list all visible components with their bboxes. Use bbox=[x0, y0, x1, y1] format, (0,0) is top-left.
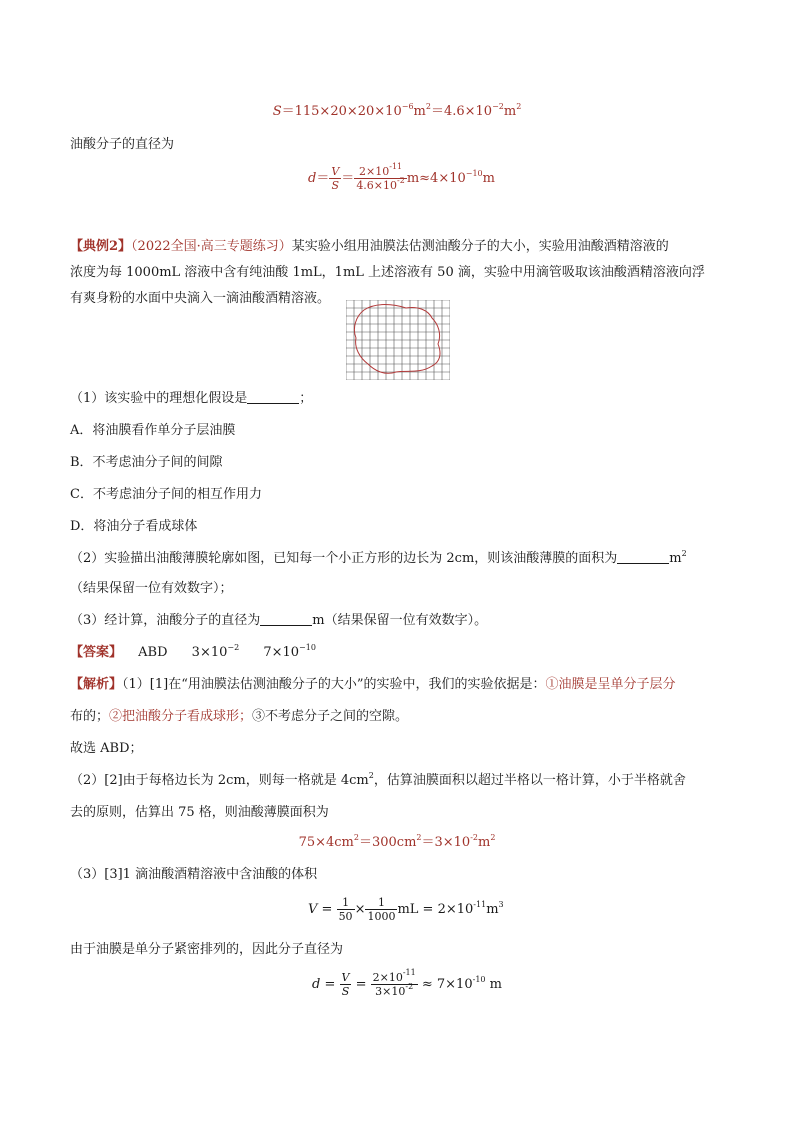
formula-text: ≈ 7×10 bbox=[417, 977, 473, 992]
formula-text: × bbox=[354, 902, 366, 917]
question-1-end: ； bbox=[299, 391, 313, 406]
frac-num-exp: -11 bbox=[389, 162, 403, 171]
analysis-line-7: 由于油膜是单分子紧密排列的，因此分子直径为 bbox=[70, 942, 344, 957]
analysis-exp: 2 bbox=[368, 771, 374, 780]
analysis-text: “用油膜法估测油酸分子的大小”的实验中，我们的实验依据是： bbox=[181, 677, 546, 692]
analysis-tag: 【解析】 bbox=[70, 677, 123, 692]
frac-den-base: 4.6×10 bbox=[356, 179, 398, 192]
formula-area-calc bbox=[0, 834, 794, 852]
oil-film-outline bbox=[354, 305, 440, 374]
fraction-value bbox=[354, 162, 407, 192]
option-d: D．将油分子看成球体 bbox=[70, 519, 198, 534]
frac-den: 1000 bbox=[367, 910, 396, 923]
frac-den-exp: -2 bbox=[397, 176, 405, 185]
frac-num-base: 2×10 bbox=[372, 971, 403, 984]
option-a: A．将油膜看作单分子层油膜 bbox=[70, 423, 236, 438]
answer-3-base: 7×10 bbox=[263, 645, 300, 660]
formula-exp: -10 bbox=[472, 975, 486, 984]
analysis-text: ③不考虑分子之间的空隙。 bbox=[252, 709, 409, 724]
formula-diameter-1 bbox=[308, 162, 495, 196]
answer-blank bbox=[247, 391, 299, 404]
frac-den-exp: -2 bbox=[405, 982, 414, 991]
formula-exp: −10 bbox=[465, 169, 483, 178]
analysis-text: 布的； bbox=[70, 709, 110, 724]
question-3-rest: m（结果保留一位有效数字）。 bbox=[312, 613, 488, 628]
question-2-unit: m bbox=[669, 551, 682, 566]
analysis-line-6: （3）[3]1 滴油酸酒精溶液中含油酸的体积 bbox=[70, 867, 318, 882]
option-c: C．不考虑油分子间的相互作用力 bbox=[70, 487, 262, 502]
analysis-line-5: 去的原则，估算出 75 格，则油酸薄膜面积为 bbox=[70, 805, 329, 820]
formula-text: mL = 2×10 bbox=[397, 902, 474, 917]
analysis-line-3: 故选 ABD； bbox=[70, 741, 143, 756]
answer-3 bbox=[263, 645, 316, 660]
formula-diameter-2 bbox=[312, 968, 502, 1002]
analysis-line-4 bbox=[70, 772, 686, 790]
formula-area-S bbox=[0, 103, 794, 121]
analysis-text: （2）[2]由于每格边长为 2cm，则每一格就是 4cm bbox=[70, 773, 369, 788]
formula-exp: 3 bbox=[498, 900, 504, 909]
answer-2-exp: −2 bbox=[227, 643, 240, 652]
frac-num-base: 2×10 bbox=[359, 165, 390, 178]
question-2-note: （结果保留一位有效数字）； bbox=[70, 581, 233, 596]
formula-exp: 2 bbox=[516, 102, 522, 111]
formula-text: ＝3×10 bbox=[421, 835, 471, 850]
fraction-1-over-50 bbox=[337, 896, 355, 923]
answer-2 bbox=[192, 645, 240, 660]
answer-2-base: 3×10 bbox=[191, 645, 228, 660]
frac-num: V bbox=[341, 971, 350, 984]
frac-num: V bbox=[331, 165, 340, 178]
example-tag: 【典例2】 bbox=[70, 239, 132, 254]
formula-var: d bbox=[312, 977, 321, 992]
formula-unit: m bbox=[482, 171, 495, 186]
question-2-text: （2）实验描出油酸薄膜轮廓如图，已知每一个小正方形的边长为 2cm，则该油酸薄膜的面积为 bbox=[70, 551, 618, 566]
analysis-text: ，估算油膜面积以超过半格以一格计算，小于半格就舍 bbox=[373, 773, 686, 788]
analysis-line-1 bbox=[70, 676, 676, 694]
formula-text: ＝ bbox=[316, 171, 330, 186]
formula-text: ＝300cm bbox=[358, 835, 417, 850]
analysis-line-2 bbox=[70, 708, 408, 726]
formula-exp: −6 bbox=[401, 102, 414, 111]
fraction-V-over-S bbox=[340, 971, 352, 998]
question-1-text: （1）该实验中的理想化假设是 bbox=[70, 391, 248, 406]
formula-exp: 2 bbox=[490, 833, 496, 842]
fraction-value bbox=[371, 968, 418, 998]
formula-text: ＝115×20×20×10 bbox=[281, 104, 402, 119]
example-source: （2022全国·高三专题练习） bbox=[131, 239, 292, 254]
analysis-text: （1）[1]在 bbox=[122, 677, 182, 692]
answer-blank bbox=[617, 551, 669, 564]
formula-var: V bbox=[308, 902, 318, 917]
formula-text: ＝ bbox=[341, 171, 355, 186]
frac-den bbox=[371, 984, 418, 998]
example-line-2: 浓度为每 1000mL 溶液中含有纯油酸 1mL，1mL 上述溶液有 50 滴，实验中用滴管吸取该油酸酒精溶液向浮 bbox=[70, 265, 705, 280]
formula-exp: -2 bbox=[470, 833, 479, 842]
frac-den bbox=[354, 178, 407, 192]
example-line-1 bbox=[70, 238, 669, 256]
analysis-highlight: ①油膜是呈单分子层分 bbox=[545, 677, 676, 692]
formula-exp: 2 bbox=[425, 102, 431, 111]
answer-1: ABD bbox=[138, 645, 168, 660]
frac-den: S bbox=[329, 178, 341, 192]
formula-unit: m bbox=[485, 977, 502, 992]
formula-text: = bbox=[317, 902, 337, 917]
formula-text: = bbox=[320, 977, 340, 992]
formula-volume bbox=[308, 893, 504, 927]
formula-exp: 2 bbox=[353, 833, 359, 842]
question-1 bbox=[70, 390, 312, 408]
fraction-1-over-1000 bbox=[365, 896, 397, 923]
formula-exp: 2 bbox=[416, 833, 422, 842]
example-text: 某实验小组用油膜法估测油酸分子的大小，实验用油酸酒精溶液的 bbox=[291, 239, 669, 254]
formula-var: S bbox=[272, 104, 282, 119]
formula-text: m≈4×10 bbox=[406, 171, 466, 186]
answer-3-exp: −10 bbox=[299, 643, 316, 652]
formula-var: d bbox=[308, 171, 317, 186]
frac-num: 1 bbox=[377, 896, 385, 909]
formula-unit: m bbox=[413, 104, 426, 119]
formula-text: ＝4.6×10 bbox=[430, 104, 493, 119]
analysis-highlight: ②把油酸分子看成球形； bbox=[109, 709, 253, 724]
formula-unit: m bbox=[503, 104, 517, 119]
formula-text: = bbox=[351, 977, 371, 992]
option-b: B．不考虑油分子间的间隙 bbox=[70, 455, 223, 470]
frac-num: 1 bbox=[342, 896, 350, 909]
example-line-3: 有爽身粉的水面中央滴入一滴油酸酒精溶液。 bbox=[70, 291, 331, 306]
question-3 bbox=[70, 612, 487, 630]
frac-den: 50 bbox=[338, 910, 353, 923]
unit-exp: 2 bbox=[681, 549, 687, 558]
question-2 bbox=[70, 550, 687, 568]
answer-tag: 【答案】 bbox=[70, 645, 123, 660]
formula-exp: −2 bbox=[492, 102, 504, 111]
formula-unit: m bbox=[486, 902, 499, 917]
question-3-text: （3）经计算，油酸分子的直径为 bbox=[70, 613, 261, 628]
diameter-label: 油酸分子的直径为 bbox=[70, 137, 175, 152]
formula-exp: -11 bbox=[473, 900, 487, 909]
formula-text: 75×4cm bbox=[298, 835, 354, 850]
frac-den: S bbox=[340, 984, 352, 998]
formula-unit: m bbox=[478, 835, 491, 850]
fraction-V-over-S bbox=[329, 165, 341, 192]
oil-film-grid-figure bbox=[346, 300, 450, 380]
answer-line bbox=[70, 644, 316, 662]
frac-num-exp: -11 bbox=[402, 968, 416, 977]
frac-den-base: 3×10 bbox=[375, 985, 406, 998]
answer-blank bbox=[260, 613, 312, 626]
